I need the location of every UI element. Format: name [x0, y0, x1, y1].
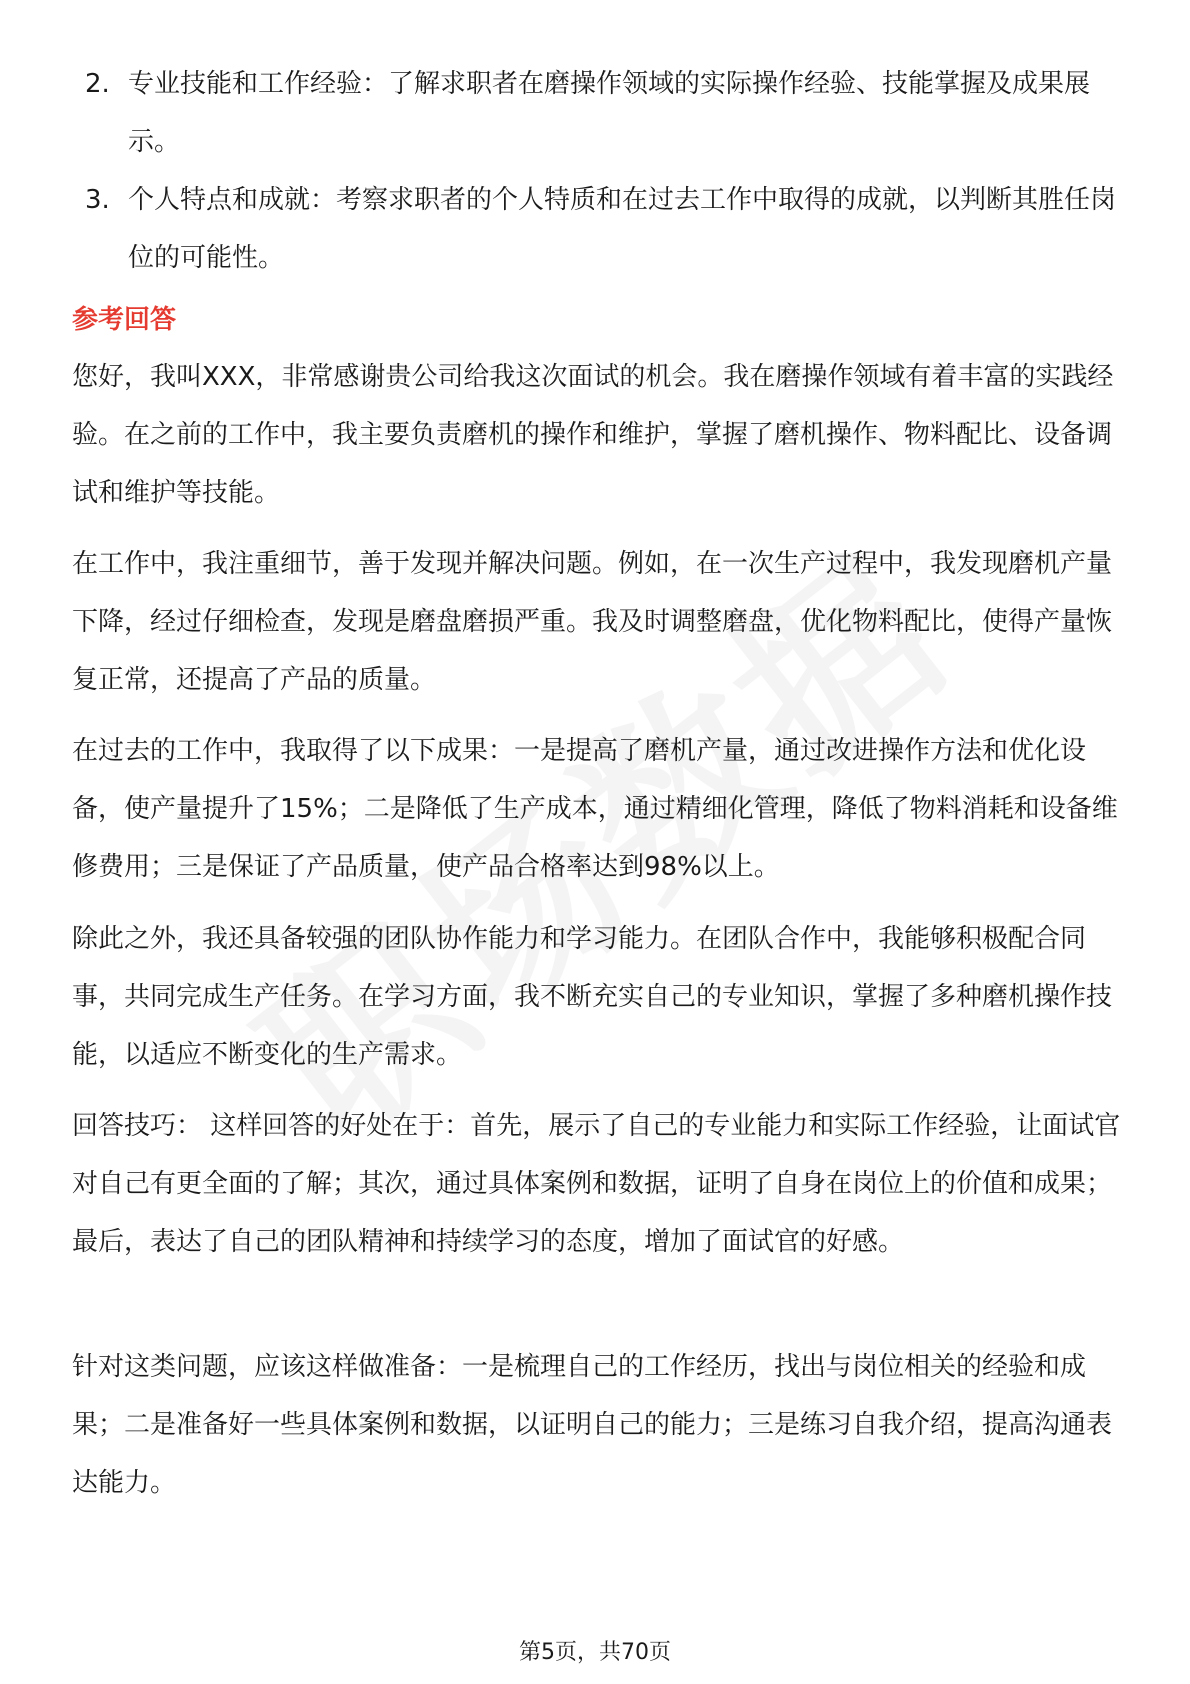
list-item-text: 专业技能和工作经验：了解求职者在磨操作领域的实际操作经验、技能掌握及成果展示。: [128, 69, 1091, 157]
paragraph: 针对这类问题，应该这样做准备：一是梳理自己的工作经历，找出与岗位相关的经验和成果；二是准备好一些具体案例和数据，以证明自己的能力；三是练习自我介绍，提高沟通表达能力。: [72, 1352, 1113, 1498]
list-item-number: 2.: [85, 69, 110, 99]
paragraph: 在工作中，我注重细节，善于发现并解决问题。例如，在一次生产过程中，我发现磨机产量下降，经过仔细检查，发现是磨盘磨损严重。我及时调整磨盘，优化物料配比，使得产量恢复正常，还提高了产品的质量。: [72, 549, 1113, 695]
paragraph: 您好，我叫XXX，非常感谢贵公司给我这次面试的机会。我在磨操作领域有着丰富的实践经验。在之前的工作中，我主要负责磨机的操作和维护，掌握了磨机操作、物料配比、设备调试和维护等技能。: [72, 362, 1114, 508]
list-item: [85, 171, 1125, 287]
page-footer: 第5页，共70页: [519, 1640, 671, 1665]
numbered-list: [85, 55, 1125, 287]
paragraph: 回答技巧： 这样回答的好处在于：首先，展示了自己的专业能力和实际工作经验，让面试官对自己有更全面的了解；其次，通过具体案例和数据，证明了自身在岗位上的价值和成果；最后，表达了自己的团队精神和持续学习的态度，增加了面试官的好感。: [72, 1111, 1121, 1257]
paragraph: 除此之外，我还具备较强的团队协作能力和学习能力。在团队合作中，我能够积极配合同事，共同完成生产任务。在学习方面，我不断充实自己的专业知识，掌握了多种磨机操作技能，以适应不断变化的生产需求。: [72, 924, 1113, 1070]
list-item-text: 个人特点和成就：考察求职者的个人特质和在过去工作中取得的成就，以判断其胜任岗位的可能性。: [128, 185, 1117, 273]
paragraph: 在过去的工作中，我取得了以下成果：一是提高了磨机产量，通过改进操作方法和优化设备，使产量提升了15%；二是降低了生产成本，通过精细化管理，降低了物料消耗和设备维修费用；三是保证了产品质量，使产品合格率达到98%以上。: [72, 736, 1118, 882]
section-title: 参考回答: [72, 305, 177, 335]
list-item-number: 3.: [85, 185, 110, 215]
list-item: [85, 55, 1125, 171]
